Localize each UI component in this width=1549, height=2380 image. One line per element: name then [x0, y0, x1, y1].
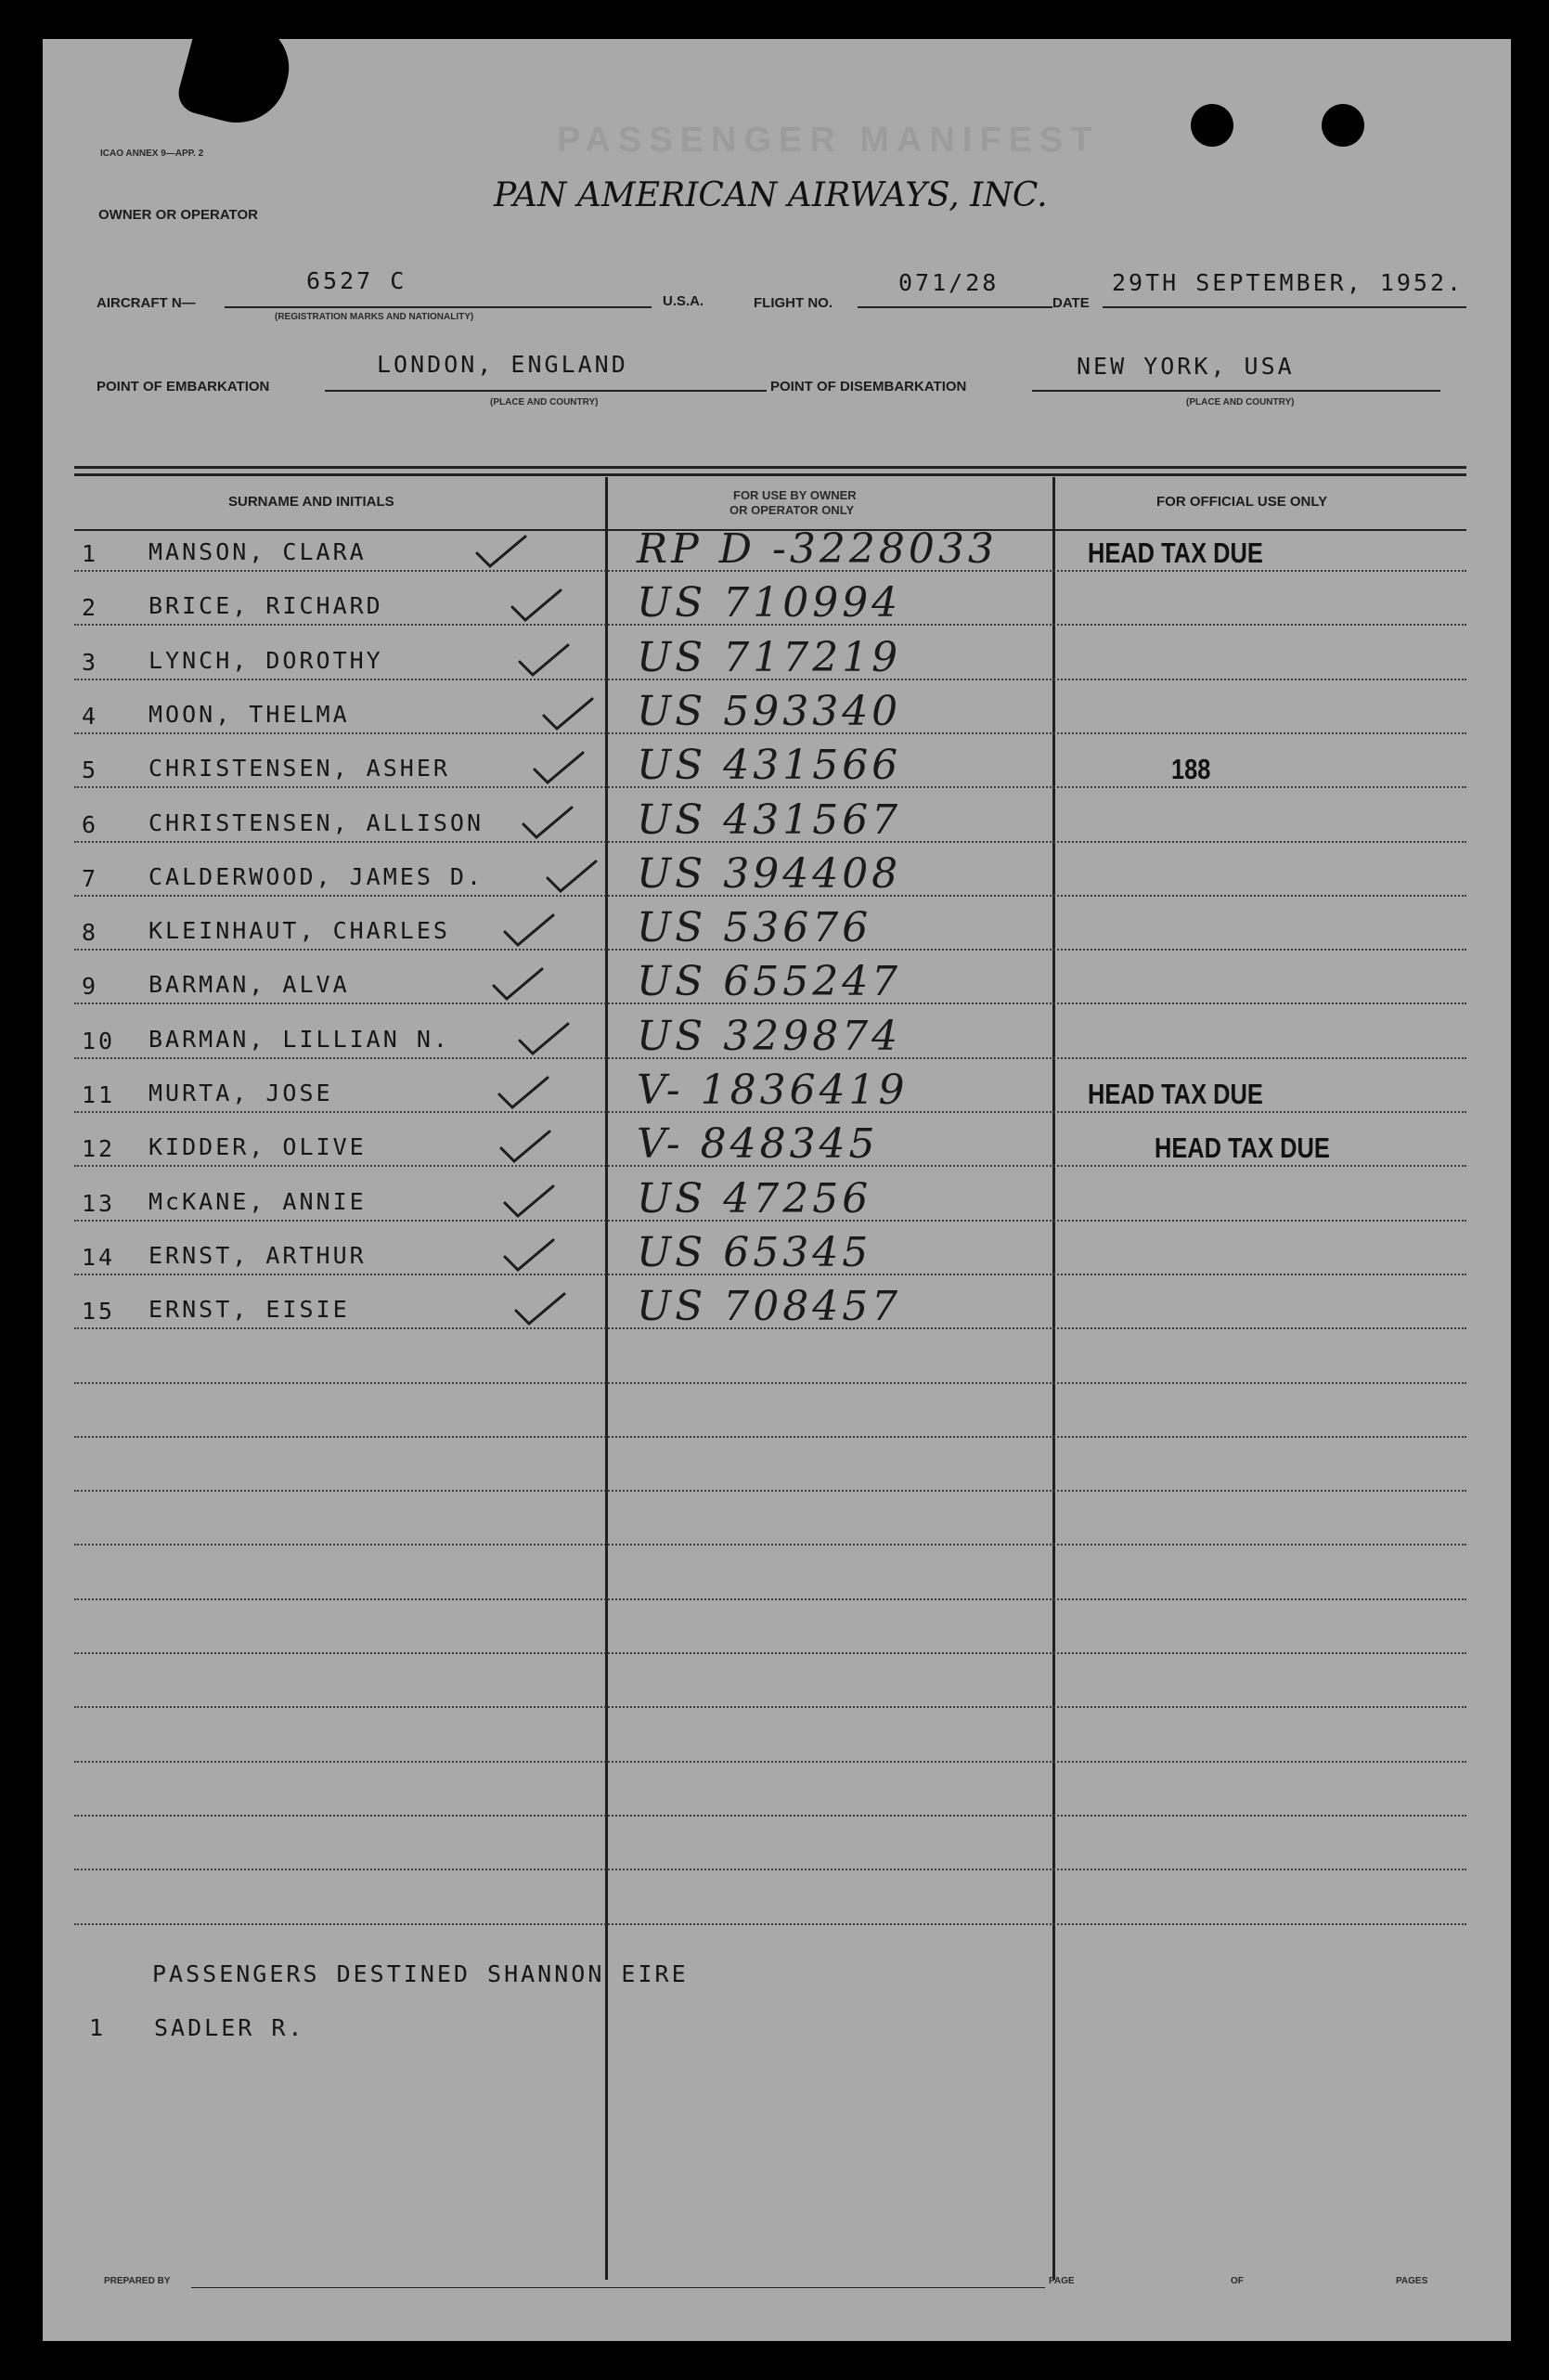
- passenger-number: 12: [82, 1135, 116, 1163]
- passenger-number: 5: [82, 757, 99, 784]
- pages-label: PAGES: [1396, 2276, 1428, 2286]
- passenger-name: CALDERWOOD, JAMES D.: [148, 862, 484, 890]
- aircraft-line: [225, 306, 652, 308]
- of-label: OF: [1231, 2276, 1244, 2286]
- passenger-number: 4: [82, 702, 99, 730]
- punch-hole: [1191, 104, 1233, 147]
- torn-corner: [174, 9, 300, 135]
- passenger-number: 3: [82, 648, 99, 676]
- passport-number: V- 1836419: [637, 1067, 909, 1114]
- page-label: PAGE: [1049, 2276, 1075, 2286]
- passenger-name: MANSON, CLARA: [148, 538, 367, 565]
- passenger-number: 2: [82, 594, 99, 622]
- ruled-line: [74, 1706, 1466, 1708]
- passenger-number: 14: [82, 1243, 116, 1271]
- checkmark-icon: [497, 1128, 553, 1165]
- passenger-name: MOON, THELMA: [148, 700, 350, 728]
- flight-line: [858, 306, 1052, 308]
- passport-number: US 717219: [637, 633, 902, 681]
- checkmark-icon: [540, 695, 596, 732]
- passport-number: US 47256: [637, 1174, 872, 1222]
- disembark-label: POINT OF DISEMBARKATION: [770, 379, 967, 395]
- checkmark-icon: [512, 1290, 568, 1327]
- passport-number: US 431566: [637, 742, 902, 790]
- checkmark-icon: [501, 1236, 557, 1274]
- column-owner-heading-1: FOR USE BY OWNER: [733, 488, 857, 502]
- passenger-name: BARMAN, LILLIAN N.: [148, 1025, 450, 1053]
- passport-number: US 431567: [637, 795, 902, 844]
- disembark-caption: (PLACE AND COUNTRY): [1186, 397, 1295, 407]
- passport-number: RP D -3228033: [637, 525, 998, 573]
- column-official-heading: FOR OFFICIAL USE ONLY: [1156, 494, 1328, 510]
- passenger-number: 6: [82, 810, 99, 838]
- ruled-line: [74, 1761, 1466, 1763]
- passenger-name: McKANE, ANNIE: [148, 1187, 367, 1215]
- passenger-number: 11: [82, 1081, 116, 1108]
- flight-value: 071/28: [898, 269, 1000, 296]
- passenger-name: BARMAN, ALVA: [148, 971, 350, 999]
- table-top-rule-2: [74, 473, 1466, 476]
- column-surname-heading: SURNAME AND INITIALS: [228, 494, 394, 510]
- owner-label: OWNER OR OPERATOR: [98, 207, 258, 223]
- embark-value: LONDON, ENGLAND: [377, 351, 628, 378]
- ruled-line: [74, 1815, 1466, 1817]
- shannon-heading: PASSENGERS DESTINED SHANNON EIRE: [152, 1960, 689, 1987]
- passenger-name: ERNST, EISIE: [148, 1296, 350, 1324]
- passenger-number: 7: [82, 864, 99, 892]
- passport-number: US 394408: [637, 849, 902, 898]
- flight-label: FLIGHT NO.: [754, 295, 833, 311]
- column-owner-heading-2: OR OPERATOR ONLY: [729, 503, 855, 517]
- checkmark-icon: [473, 533, 529, 570]
- passenger-name: ERNST, ARTHUR: [148, 1241, 367, 1269]
- passport-number: US 708457: [637, 1283, 902, 1331]
- passport-number: US 329874: [637, 1012, 902, 1060]
- ruled-line: [74, 1869, 1466, 1870]
- official-remark: HEAD TAX DUE: [1155, 1132, 1330, 1165]
- checkmark-icon: [501, 1183, 557, 1220]
- ruled-line: [74, 1652, 1466, 1654]
- shannon-row-number: 1: [89, 2014, 107, 2041]
- ruled-line: [74, 1382, 1466, 1384]
- checkmark-icon: [531, 749, 587, 786]
- date-label: DATE: [1052, 295, 1090, 311]
- date-value: 29TH SEPTEMBER, 1952.: [1112, 269, 1465, 296]
- checkmark-icon: [516, 1020, 572, 1057]
- table-top-rule: [74, 466, 1466, 469]
- passenger-number: 15: [82, 1298, 116, 1326]
- passenger-number: 13: [82, 1189, 116, 1217]
- passenger-number: 9: [82, 973, 99, 1001]
- official-remark: HEAD TAX DUE: [1088, 1078, 1263, 1110]
- checkmark-icon: [544, 858, 600, 895]
- nationality-value: U.S.A.: [663, 293, 704, 309]
- passport-number: US 65345: [637, 1228, 872, 1276]
- passport-number: US 53676: [637, 904, 872, 952]
- passenger-name: CHRISTENSEN, ALLISON: [148, 808, 484, 836]
- passenger-name: KIDDER, OLIVE: [148, 1133, 367, 1161]
- passenger-number: 1: [82, 540, 99, 567]
- checkmark-icon: [509, 587, 564, 624]
- owner-value: PAN AMERICAN AIRWAYS, INC.: [494, 176, 1048, 214]
- date-line: [1103, 306, 1466, 308]
- embark-line: [325, 390, 767, 392]
- passport-number: V- 848345: [637, 1120, 879, 1169]
- checkmark-icon: [490, 965, 546, 1002]
- passenger-name: LYNCH, DOROTHY: [148, 646, 383, 674]
- ruled-line: [74, 1544, 1466, 1546]
- column-divider-1: [605, 477, 608, 2280]
- checkmark-icon: [501, 912, 557, 949]
- checkmark-icon: [496, 1074, 551, 1111]
- form-reference: ICAO ANNEX 9—APP. 2: [100, 149, 204, 159]
- passport-number: US 593340: [637, 687, 902, 735]
- passenger-name: MURTA, JOSE: [148, 1080, 333, 1106]
- checkmark-icon: [520, 804, 575, 841]
- ruled-line: [74, 1598, 1466, 1600]
- disembark-value: NEW YORK, USA: [1077, 353, 1295, 380]
- passenger-number: 10: [82, 1027, 116, 1054]
- prepared-by-label: PREPARED BY: [104, 2276, 171, 2286]
- form-title-faded: PASSENGER MANIFEST: [557, 121, 1100, 160]
- passport-number: US 710994: [637, 579, 902, 627]
- aircraft-value: 6527 C: [306, 267, 407, 294]
- prepared-by-line: [191, 2287, 1045, 2288]
- passport-number: US 655247: [637, 958, 902, 1006]
- disembark-line: [1032, 390, 1440, 392]
- passenger-name: KLEINHAUT, CHARLES: [148, 917, 450, 945]
- ruled-line: [74, 1923, 1466, 1925]
- passenger-name: BRICE, RICHARD: [148, 592, 383, 620]
- ruled-line: [74, 1490, 1466, 1492]
- embark-label: POINT OF EMBARKATION: [97, 379, 270, 395]
- passenger-number: 8: [82, 919, 99, 947]
- checkmark-icon: [516, 641, 572, 679]
- aircraft-label: AIRCRAFT N—: [97, 295, 196, 311]
- ruled-line: [74, 1436, 1466, 1438]
- punch-hole: [1322, 104, 1364, 147]
- column-divider-2: [1052, 477, 1055, 2280]
- official-remark: HEAD TAX DUE: [1088, 537, 1263, 569]
- registration-caption: (REGISTRATION MARKS AND NATIONALITY): [275, 312, 474, 322]
- embark-caption: (PLACE AND COUNTRY): [490, 397, 599, 407]
- shannon-passenger-name: SADLER R.: [154, 2014, 305, 2041]
- passenger-name: CHRISTENSEN, ASHER: [148, 755, 450, 783]
- official-remark: 188: [1171, 753, 1211, 786]
